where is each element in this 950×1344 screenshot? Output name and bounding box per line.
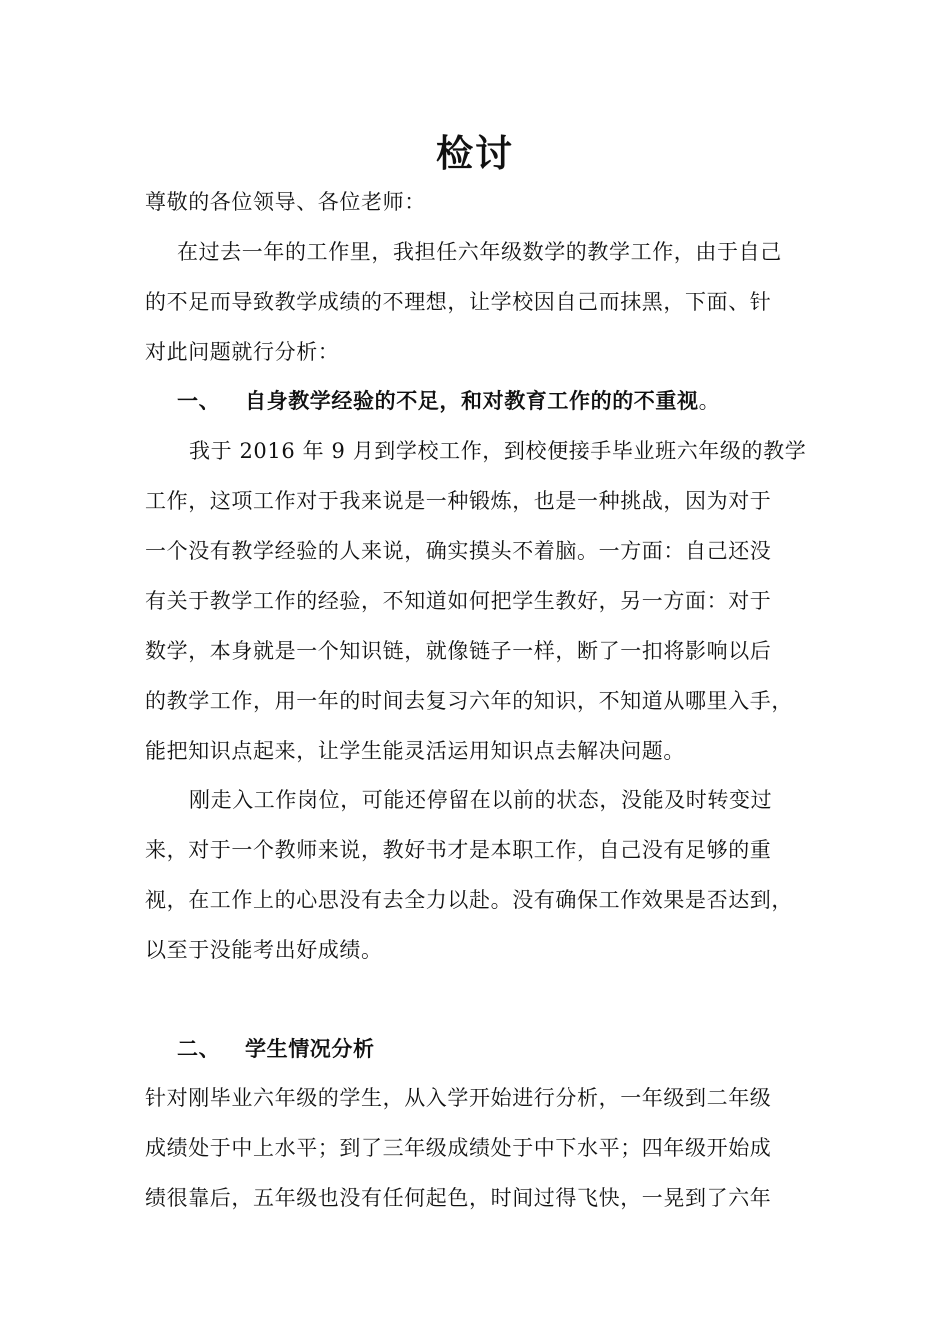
section-one-period: 。 <box>698 389 721 413</box>
section-two-number: 二、 <box>177 1036 221 1061</box>
paragraph-line: 视，在工作上的心思没有去全力以赴。没有确保工作效果是否达到， <box>145 888 793 912</box>
paragraph-line: 数学，本身就是一个知识链，就像链子一样，断了一扣将影响以后 <box>145 639 772 663</box>
intro-line: 的不足而导致教学成绩的不理想，让学校因自己而抹黑，下面、针 <box>145 290 772 314</box>
paragraph-line: 能把知识点起来，让学生能灵活运用知识点去解决问题。 <box>145 739 685 763</box>
section-one-number: 一、 <box>177 388 221 413</box>
section-one-heading <box>145 386 857 416</box>
paragraph-line: 的教学工作，用一年的时间去复习六年的知识，不知道从哪里入手， <box>145 689 793 713</box>
document-title: 检讨 <box>436 131 514 175</box>
paragraph-line: 有关于教学工作的经验，不知道如何把学生教好，另一方面：对于 <box>145 589 772 613</box>
paragraph-line: 以至于没能考出好成绩。 <box>145 938 383 962</box>
section-two-heading <box>145 1034 857 1064</box>
intro-line: 对此问题就行分析： <box>145 340 340 364</box>
paragraph-line: 成绩处于中上水平；到了三年级成绩处于中下水平；四年级开始成 <box>145 1136 772 1160</box>
intro-line: 在过去一年的工作里，我担任六年级数学的教学工作，由于自己 <box>177 240 782 264</box>
paragraph-line: 我于 2016 年 9 月到学校工作，到校便接手毕业班六年级的教学 <box>189 439 807 463</box>
section-one-title: 自身教学经验的不足，和对教育工作的的不重视 <box>245 388 699 413</box>
paragraph-line: 绩很靠后，五年级也没有任何起色，时间过得飞快，一晃到了六年 <box>145 1186 772 1210</box>
paragraph-line: 来，对于一个教师来说，教好书才是本职工作，自己没有足够的重 <box>145 838 772 862</box>
paragraph-line: 工作，这项工作对于我来说是一种锻炼，也是一种挑战，因为对于 <box>145 489 772 513</box>
section-two-title: 学生情况分析 <box>245 1036 375 1061</box>
paragraph-line: 刚走入工作岗位，可能还停留在以前的状态，没能及时转变过 <box>189 788 773 812</box>
salutation: 尊敬的各位领导、各位老师： <box>145 190 426 214</box>
paragraph-line: 一个没有教学经验的人来说，确实摸头不着脑。一方面：自己还没 <box>145 539 772 563</box>
paragraph-line: 针对刚毕业六年级的学生，从入学开始进行分析，一年级到二年级 <box>145 1086 772 1110</box>
